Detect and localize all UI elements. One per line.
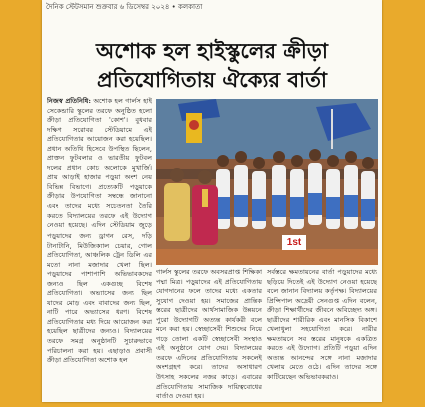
headline-line-1: অশোক হল হাইস্কুলের ক্রীড়া <box>96 38 328 63</box>
article-column-2 <box>156 268 262 400</box>
dateline: দৈনিক স্টেটসমান শুক্রবার ৬ ডিসেম্বর ২০২৪ • কলকাতা <box>46 3 203 11</box>
article-text-2: গার্লস স্কুলের তরফে অবসরপ্রাপ্ত শিক্ষিকা পদ্মা মিত্র। পড়ুয়াদের এই প্রতিযোগিতায় যোগদানের ফলে তাদের মধ্যে একতার সুযোগ দেওয়া হয়। সমাজের প্রান্তিক স্তরের ছাত্রীদের আর্থসামাজিক উন্নয়নে পুরো উদ্যোগটি অত্যন্ত কার্যকরী বলে মনে করা হয়। স্বেচ্ছাসেবী শিশুদের নিয়ে গড়ে তোলা একটি স্বেচ্ছাসেবী সংস্থাও এই অনুষ্ঠানে যোগ দেয়। বিদ্যালয়ের তরফে এদিনের প্রতিযোগিতায় সকলেই অংশগ্রহণ করে। তাদের অসাধারণ উৎসাহ সকলের নজর কাড়ে। এবারের প্রতিযোগিতায় সামাজিক দায়িত্ববোধের বার্তাও দেওয়া হয়। <box>156 268 262 400</box>
first-place-badge: 1st <box>282 235 306 250</box>
byline: নিজস্ব প্রতিনিধি: <box>47 97 91 105</box>
event-photo <box>156 99 378 265</box>
article-text-1b: পড়ুয়াদের জন্য ড্রাগন রেস, দড়ি টানাটানি, মিউজিক্যাল চেয়ার, গোল প্রতিযোগিতা, আঞ্চলিক ট্রেন ডিলি এর মতো নানা মজাদার খেলা ছিল। পড়ুয়াদের পাশাপাশি অভিভাবকদের জন্যও ছিল একগুচ্ছ বিশেষ প্রতিযোগিতা। অভ্যাসের জন্য ছিল যাদের মোড় এবং বাবাদের জন্য ছিল, নাটি পারে অভ্যাসের ধরণ। বিশেষ প্রতিযোগিতার মধ্য দিয়ে আয়োজন করা হয়েছিল ছাত্রীদের জন্যও। বিদ্যালয়ের তরফে সমগ্র অনুষ্ঠানটি সুচারুভাবে পরিচালনা করা হয়। এছাড়াও প্রবাসী ক্রীড়া প্রতিযোগিতা অশোক হল <box>47 232 152 365</box>
article-column-1-lower <box>47 232 152 400</box>
event-photo-illustration <box>156 99 378 265</box>
article-text-3: সর্বস্তরে ক্ষমতায়নের বার্তা পড়ুয়াদের মধ্যে ছড়িয়ে দিতেই এই উদ্যোগ নেওয়া হয়েছে বলে জানান বিদ্যালয় কর্তৃপক্ষ। বিদ্যালয়ের প্রিন্সিপাল অদ্রেয়ী সেনগুপ্ত এদিন বলেন, ক্রীড়া শিক্ষার্থীদের জীবনে অবিচ্ছেদ্য অঙ্গ। ছাত্রীদের শারীরিক এবং মানসিক বিকাশে খেলাধুলা সহযোগিতা করে। নারীর ক্ষমতায়নে সব স্তরের মানুষকে একত্রিত করতে এই উদ্যোগ। প্রতিটি পড়ুয়া এদিন অত্যন্ত আনন্দের সঙ্গে নানা মজাদার খেলায় মেতে ওঠে। এদিন তাদের সঙ্গে কাটিয়েছেন অভিভাবকরাও। <box>267 268 377 382</box>
newspaper-clipping <box>42 0 382 402</box>
article-text-1: অশোক হল গার্লস হাই সেকেন্ডারি স্কুলের তরফে অনুষ্ঠিত হলো ক্রীড়া প্রতিযোগিতা 'কোশ'। বুধবার দক্ষিণ সরোবর স্টেডিয়ামে এই প্রতিযোগিতার আয়োজন করা হয়েছিল। প্রধান অতিথি হিসেবে উপস্থিত ছিলেন, প্রাক্তন ফুটবলার ও ভারতীয় ফুটবল দলের প্রধান কোচ অলোকে মুখার্জি। প্রায় আড়াই হাজার পড়ুয়া অংশ নেয় বিভিন্ন বিভাগে। প্রত্যেকটি পড়ুয়াকে ক্রীড়ার উপযোগিতা সম্বন্ধে জানানো এবং তাদের মধ্যে সচেতনতা তৈরি করতে বিদ্যালয়ের তরফে এই উদ্যোগ নেওয়া হয়েছে। এদিন স্টেডিয়াম জুড়ে <box>47 97 152 229</box>
headline-line-2: প্রতিযোগিতায় ঐক্যের বার্তা <box>97 67 327 92</box>
article-column-1 <box>47 97 152 229</box>
article-column-3 <box>267 268 377 400</box>
